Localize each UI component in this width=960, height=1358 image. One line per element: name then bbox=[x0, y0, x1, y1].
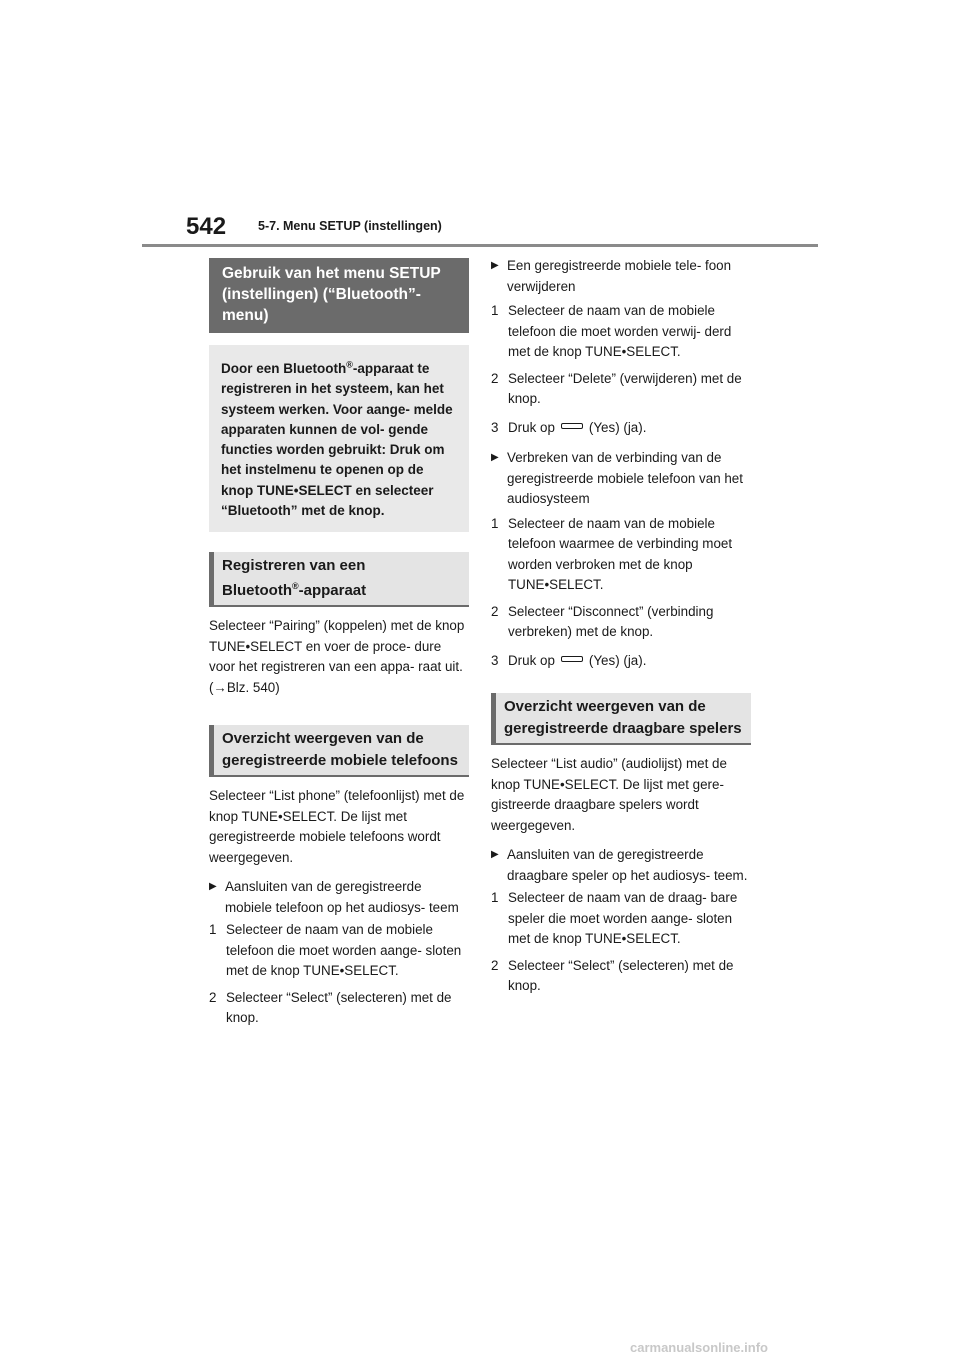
left-column bbox=[209, 258, 469, 1029]
step-text-end: (Yes) (ja). bbox=[588, 652, 647, 668]
phones-body: Selecteer “List phone” (telefoonlijst) met de knop TUNE•SELECT. De lijst met geregistreerde mobiele telefoons wordt weergegeven. bbox=[209, 788, 465, 865]
button-icon bbox=[561, 656, 583, 662]
connect-step-2 bbox=[209, 988, 469, 1029]
intro-box bbox=[209, 345, 469, 532]
right-column bbox=[491, 256, 751, 997]
register-body: Selecteer “Pairing” (koppelen) met de knop TUNE•SELECT en voer de proce- dure voor het registreren van een appa- raat uit. (→Blz. 540) bbox=[209, 618, 465, 695]
delete-step-3 bbox=[491, 418, 751, 439]
section-title: 5-7. Menu SETUP (instellingen) bbox=[258, 219, 442, 233]
connect-player-title: Aansluiten van de geregistreerde draagbare speler op het audiosys- teem. bbox=[507, 847, 748, 883]
step-text: Selecteer “Select” (selecteren) met de knop. bbox=[508, 957, 734, 993]
button-icon bbox=[561, 423, 583, 429]
intro-text-rest: -apparaat te registreren in het systeem, kan het systeem werken. Voor aange- melde apparaten kunnen de vol- gende functies worden gebruikt: Druk om het instelmenu te openen op de knop TUNE•SELECT en selecteer “Bluetooth” met de knop. bbox=[221, 361, 453, 519]
disconnect-phone-title: Verbreken van de verbinding van de geregistreerde mobiele telefoon van het audiosysteem bbox=[507, 450, 743, 506]
triangle-bullet-icon: ▶ bbox=[491, 849, 499, 860]
step-text: Selecteer “Select” (selecteren) met de knop. bbox=[226, 989, 452, 1026]
delete-phone-title: Een geregistreerde mobiele tele- foon verwijderen bbox=[507, 258, 732, 294]
step-text: Selecteer “Delete” (verwijderen) met de knop. bbox=[508, 370, 742, 406]
step-text: Selecteer de naam van de mobiele telefoon waarmee de verbinding moet worden verbroken met de knop TUNE•SELECT. bbox=[508, 515, 733, 592]
register-heading-bluetooth: Bluetooth bbox=[222, 581, 292, 599]
step-number: 2 bbox=[491, 957, 499, 973]
triangle-bullet-icon: ▶ bbox=[491, 452, 499, 463]
connect-phone-title: Aansluiten van de geregistreerde mobiele telefoon op het audiosys- teem bbox=[225, 879, 459, 915]
triangle-bullet-icon: ▶ bbox=[209, 881, 217, 893]
register-heading-registered-mark: ® bbox=[291, 580, 299, 591]
main-title-box: Gebruik van het menu SETUP (instellingen) (“Bluetooth”-menu) bbox=[209, 258, 469, 333]
step-text-start: Druk op bbox=[508, 652, 555, 668]
player-step-1 bbox=[491, 888, 751, 950]
delete-phone-item bbox=[491, 256, 751, 297]
step-number: 3 bbox=[491, 419, 499, 435]
connect-phone-item bbox=[209, 877, 469, 918]
step-text: Selecteer “Disconnect” (verbinding verbreken) met de knop. bbox=[508, 603, 714, 639]
step-number: 2 bbox=[491, 370, 499, 386]
player-step-2 bbox=[491, 956, 751, 997]
disconnect-step-3 bbox=[491, 651, 751, 672]
phones-heading: Overzicht weergeven van de geregistreerde mobiele telefoons bbox=[209, 725, 469, 777]
step-text-start: Druk op bbox=[508, 419, 555, 435]
step-number: 2 bbox=[491, 603, 499, 619]
players-heading: Overzicht weergeven van de geregistreerde draagbare spelers bbox=[491, 693, 751, 745]
disconnect-phone-item bbox=[491, 448, 751, 510]
players-body: Selecteer “List audio” (audiolijst) met de knop TUNE•SELECT. De lijst met gere- gistreerde draagbare spelers wordt weergegeven. bbox=[491, 756, 727, 833]
step-number: 1 bbox=[491, 890, 499, 905]
step-text-end: (Yes) (ja). bbox=[588, 419, 647, 435]
triangle-bullet-icon: ▶ bbox=[491, 260, 499, 271]
step-number: 1 bbox=[209, 922, 217, 938]
step-text: Selecteer de naam van de mobiele telefoon die moet worden aange- sloten met de knop TUNE•SELECT. bbox=[226, 922, 462, 979]
register-heading-line1: Registreren van een bbox=[222, 557, 366, 575]
disconnect-step-1 bbox=[491, 514, 751, 596]
disconnect-step-2 bbox=[491, 602, 751, 643]
page-number: 542 bbox=[186, 213, 227, 240]
delete-step-2 bbox=[491, 369, 751, 410]
registered-mark: ® bbox=[346, 359, 353, 370]
page-header bbox=[0, 0, 960, 250]
step-number: 3 bbox=[491, 652, 499, 668]
connect-player-item bbox=[491, 845, 751, 886]
step-text: Selecteer de naam van de mobiele telefoon die moet worden verwij- derd met de knop TUNE•SELECT. bbox=[508, 303, 732, 359]
register-heading bbox=[209, 552, 469, 607]
register-heading-device: -apparaat bbox=[298, 581, 367, 599]
step-number: 1 bbox=[491, 515, 499, 531]
watermark: carmanualsonline.info bbox=[630, 1340, 768, 1355]
header-divider bbox=[142, 244, 818, 247]
step-text: Selecteer de naam van de draag- bare speler die moet worden aange- sloten met de knop TUNE•SELECT. bbox=[508, 890, 738, 946]
step-number: 1 bbox=[491, 303, 499, 318]
delete-step-1 bbox=[491, 301, 751, 363]
step-number: 2 bbox=[209, 989, 217, 1005]
intro-text-start: Door een Bluetooth bbox=[221, 361, 347, 376]
connect-step-1 bbox=[209, 920, 469, 982]
